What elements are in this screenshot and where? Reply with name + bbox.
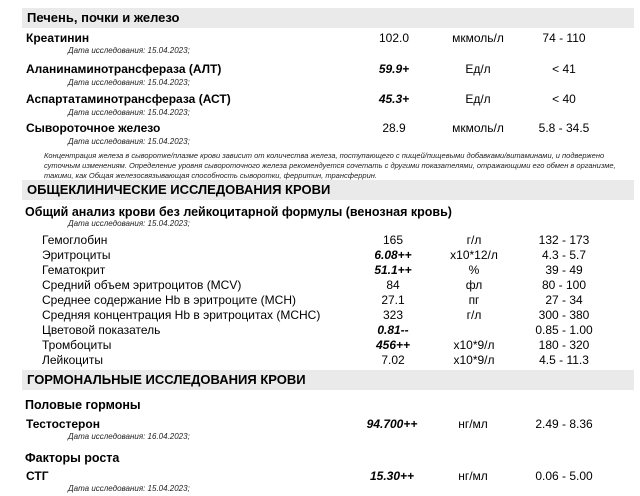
test-value: 84 (386, 278, 400, 292)
test-unit: Ед/л (465, 62, 491, 76)
test-name: Гематокрит (42, 263, 106, 277)
section-header-hormones: ГОРМОНАЛЬНЫЕ ИССЛЕДОВАНИЯ КРОВИ (22, 370, 634, 390)
panel-title-sex-hormones: Половые гормоны (25, 398, 141, 412)
test-date: Дата исследования: 15.04.2023; (68, 484, 190, 493)
test-unit: нг/мл (458, 417, 488, 431)
panel-title-cbc: Общий анализ крови без лейкоцитарной формулы (венозная кровь) (25, 205, 452, 219)
test-value: 165 (382, 233, 404, 247)
test-unit: г/л (466, 308, 482, 322)
test-value: 94.700++ (366, 417, 418, 431)
test-name: Эритроциты (42, 248, 111, 262)
test-unit: пг (468, 293, 480, 307)
result-row-alt (0, 62, 640, 78)
test-name: Цветовой показатель (42, 323, 161, 337)
test-date: Дата исследования: 15.04.2023; (68, 137, 190, 146)
test-ref: 74 - 110 (542, 31, 586, 45)
result-row-mcv (0, 278, 640, 294)
test-ref: 180 - 320 (538, 338, 590, 352)
result-row-ast (0, 92, 640, 108)
test-ref: 4.3 - 5.7 (541, 248, 587, 262)
section-header-blood: ОБЩЕКЛИНИЧЕСКИЕ ИССЛЕДОВАНИЯ КРОВИ (22, 180, 634, 200)
test-name: Креатинин (26, 31, 90, 45)
result-row-gh (0, 469, 640, 485)
test-value: 7.02 (381, 353, 405, 367)
test-ref: 132 - 173 (538, 233, 590, 247)
test-name: Средняя концентрация Hb в эритроцитах (MCHC) (42, 308, 321, 322)
test-unit: % (468, 263, 480, 277)
test-ref: 5.8 - 34.5 (538, 121, 590, 135)
test-ref: 4.5 - 11.3 (539, 353, 589, 367)
test-name: Средний объем эритроцитов (MCV) (42, 278, 242, 292)
test-unit: x10*12/л (450, 248, 498, 262)
test-name: Аспартатаминотрансфераза (АСТ) (26, 92, 231, 106)
test-value: 323 (382, 308, 404, 322)
test-date: Дата исследования: 15.04.2023; (68, 219, 190, 228)
result-row-leukocytes (0, 353, 640, 369)
result-row-platelets (0, 338, 640, 354)
test-ref: 2.49 - 8.36 (535, 417, 593, 431)
test-unit: x10*9/л (453, 338, 495, 352)
test-value: 0.81-- (377, 323, 409, 337)
test-ref: 39 - 49 (545, 263, 583, 277)
test-unit: мкмоль/л (452, 121, 504, 135)
test-name: Среднее содержание Hb в эритроците (MCH) (42, 293, 296, 307)
test-name: Аланинаминотрансфераза (АЛТ) (26, 62, 222, 76)
test-unit: нг/мл (458, 469, 488, 483)
test-value: 456++ (375, 338, 411, 352)
result-row-testosterone (0, 417, 640, 433)
test-ref: < 40 (552, 92, 576, 106)
result-row-mch (0, 293, 640, 309)
result-row-hematocrit (0, 263, 640, 279)
test-unit: фл (465, 278, 483, 292)
test-name: Гемоглобин (42, 233, 108, 247)
test-ref: 27 - 34 (545, 293, 583, 307)
result-row-erythrocytes (0, 248, 640, 264)
test-ref: 0.06 - 5.00 (535, 469, 593, 483)
test-date: Дата исследования: 15.04.2023; (68, 78, 190, 87)
result-row-color-index (0, 323, 640, 339)
test-ref: 300 - 380 (538, 308, 590, 322)
panel-title-growth-factors: Факторы роста (25, 451, 120, 465)
test-name: Сывороточное железо (26, 121, 161, 135)
result-row-iron (0, 121, 640, 137)
result-row-mchc (0, 308, 640, 324)
test-value: 45.3+ (378, 92, 410, 106)
test-unit: мкмоль/л (452, 31, 504, 45)
test-name: Тромбоциты (42, 338, 112, 352)
test-value: 28.9 (382, 121, 406, 135)
test-name: Тестостерон (26, 417, 100, 431)
iron-note: Концентрация железа в сыворотке/плазме крови зависит от количества железа, поступающего с пищей/пищевыми добавками/витаминами, и подвержено суточным изменениям. Определение уровня сывороточного железа рекомендуется сочетать с другими показателями, отражающими его обмен в организме, такими, как Общая железосвязывающая способность сыворотки, ферритин, трансферрин. (44, 151, 616, 180)
test-ref: < 41 (552, 62, 576, 76)
test-unit: x10*9/л (453, 353, 495, 367)
test-ref: 80 - 100 (541, 278, 587, 292)
result-row-creatinine (0, 31, 640, 47)
test-value: 6.08++ (374, 248, 412, 262)
test-value: 51.1++ (374, 263, 412, 277)
test-name: СТГ (26, 469, 49, 483)
result-row-hemoglobin (0, 233, 640, 249)
test-date: Дата исследования: 16.04.2023; (68, 432, 190, 441)
test-value: 59.9+ (378, 62, 410, 76)
test-value: 15.30++ (369, 469, 415, 483)
section-header-liver: Печень, почки и железо (22, 8, 634, 28)
test-ref: 0.85 - 1.00 (535, 323, 593, 337)
test-unit: г/л (466, 233, 482, 247)
test-date: Дата исследования: 15.04.2023; (68, 108, 190, 117)
test-unit: Ед/л (465, 92, 491, 106)
test-date: Дата исследования: 15.04.2023; (68, 46, 190, 55)
test-name: Лейкоциты (42, 353, 104, 367)
test-value: 102.0 (378, 31, 410, 45)
test-value: 27.1 (381, 293, 405, 307)
